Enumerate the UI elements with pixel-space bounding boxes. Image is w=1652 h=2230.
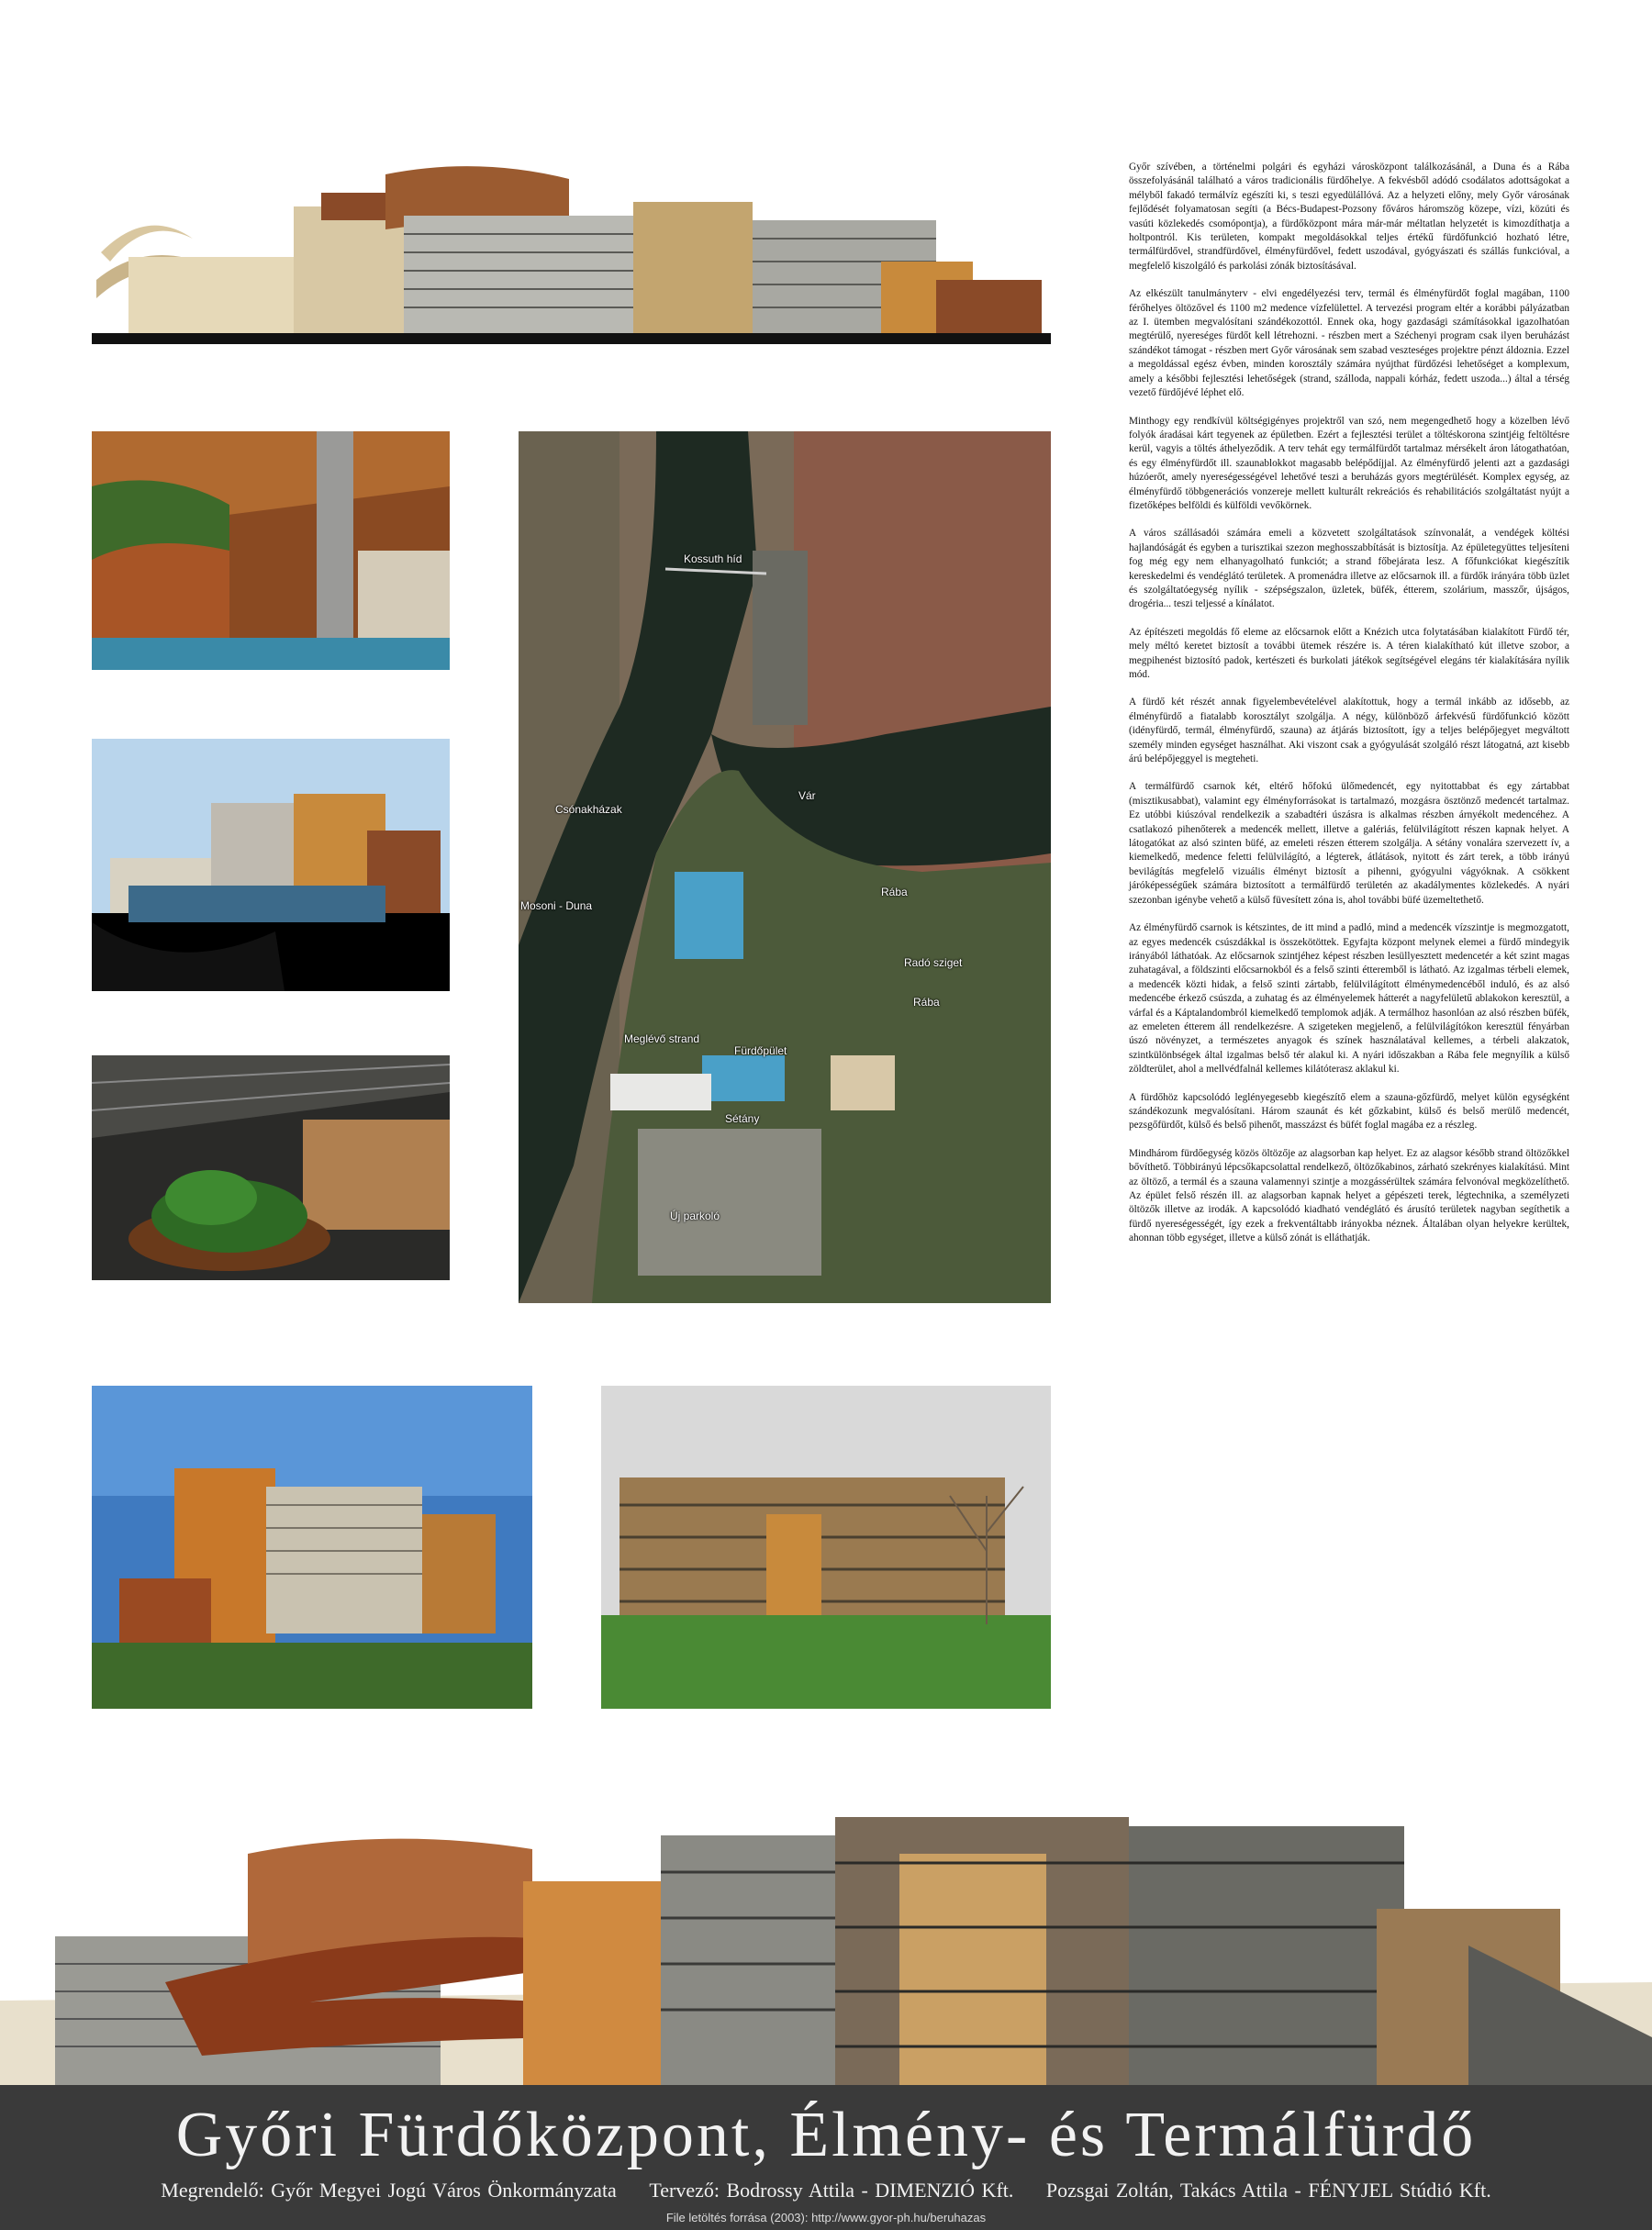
description-paragraph: A város szállásadói számára emeli a közvetett szolgáltatások színvonalát, a vendégek költési hajlandóságát és egyben a turisztikai szezon meghosszabbítását is biztosítja. Az épületegyüttes teljesíteni fog még egy nem elhanyagolható funkciót; a strand főbejárata lesz. A főfunkciókat kiegészítik kereskedelmi és vendéglátó területek. A promenádra illetve az előcsarnok ill. a fürdők irányára több üzlet és szolgáltatóegység nyílik - szépségszalon, üzletek, büfék, étterem, szolárium, masszőr, újságos, drogéria... teszi teljessé a kínálatot.: [1129, 528, 1569, 610]
description-paragraph: A fürdő két részét annak figyelembevételével alakítottuk, hogy a termál inkább az idősebb, az élményfürdő a fiatalabb korosztályt szolgálja. A négy, különböző árfekvésű fürdőfunkció között (idényfürdő, termál, élményfürdő, szauna) az átjárás biztosított, így a teljes belépőjegyet megváltott személy minden egységet használhat. Aki viszont csak a gyógyulását szolgáló részt látogatná, azt kisebb árú belépőjeggyel is megteheti.: [1129, 697, 1569, 765]
exterior-render-street: [92, 1386, 532, 1709]
map-label-setany: Sétány: [725, 1112, 760, 1125]
map-label-rado-sziget: Radó sziget: [904, 956, 963, 969]
map-label-mosoni-duna: Mosoni - Duna: [520, 899, 593, 912]
map-label-csonakhazak: Csónakházak: [555, 803, 622, 816]
project-description: [1129, 161, 1569, 1260]
interior-render-garden: [92, 1055, 450, 1280]
exterior-render-park: [601, 1386, 1051, 1709]
map-label-meglevo-strand: Meglévő strand: [624, 1032, 700, 1045]
studio-credit: Pozsgai Zoltán, Takács Attila - FÉNYJEL Stúdió Kft.: [1045, 2179, 1491, 2202]
description-paragraph: A fürdőhöz kapcsolódó leglényegesebb kiegészítő elem a szauna-gőzfürdő, melyet külön egységként szándékozunk megvalósítani. Három szaunát és két gőzkabint, külső és belső merülő medencét, pezsgőfürdőt, külső és belső pihenőt, masszázst és büfét foglal magába ez a részleg.: [1129, 1091, 1569, 1132]
description-paragraph: A termálfürdő csarnok két, eltérő hőfokú ülőmedencét, egy nyitottabbat és egy zártabbat (misztikusabbat), valamint egy élményforrásokat is tartalmazó, mozgásra ösztönző medencét tartalmaz. Ez utóbbi kiúszóval rendelkezik a szabadtéri úszásra is alkalmas részben árnyékolt medencéhez. A csatlakozó pihenőterek a medencék mellett, illetve a galériás, felülvilágított részen kapnak helyet. A látogatókat az alsó szinten büfé, az emeleti részen étterem szolgálja. A sétány vonalára szervezett ív, a kiemelkedő, medence feletti felülvilágító, a légterek, átlátások, nyitott és zárt terek, a több irányú bevilágítás megfelelő vizuális élményt biztosít a pihenni, gyógyulni vágyóknak. A csökkent járóképességűek számára biztosított a termálfürdő területén az akadálymentes közlekedés. A nyári szezonban igénybe vehető a külső füvesített zóna is, ahol további büfé üzemeltethető.: [1129, 781, 1569, 906]
description-paragraph: Az elkészült tanulmányterv - elvi engedélyezési terv, termál és élményfürdőt foglal magában, 1100 férőhelyes öltözővel és 1100 m2 medence vízfelülettel. A tervezési program eltér a korábbi pályázatban az I. ütemben megvalósítani szándékozottól. Ennek oka, hogy gazdasági számításokkal igazolhatóan megtérülő, nyereséges fürdőt kell létrehozni. - részben mert a Széchenyi program csak ilyen beruházást szándékot támogat - részben mert Győr városának sem szabad veszteséges projektre pénzt áldoznia. Ezzel a megoldással egész évben, minden korosztály számára nyújthat fürdőzési lehetőséget a komplexum, amely a későbbi fejlesztési lehetőségek (strand, szálloda, nappali kórház, fedett uszoda...) által a térség vezető fürdőjévé léphet elő.: [1129, 288, 1569, 399]
map-label-uj-parkolo: Új parkoló: [670, 1210, 720, 1222]
map-label-furdopulet: Fürdőpület: [734, 1044, 787, 1057]
description-paragraph: Az építészeti megoldás fő eleme az előcsarnok előtt a Knézich utca folytatásában kialakított Fürdő tér, mely méltó keretet biztosít a további ütemek részére is. A téren kialakítható kút illetve szobor, a megpihenést biztosító padok, kertészeti és burkolati játékok segítségével elegáns tér kialakítására nyílik mód.: [1129, 626, 1569, 680]
interior-render-atrium: [92, 431, 450, 670]
description-paragraph: Minthogy egy rendkívül költségigényes projektről van szó, nem megengedhető hogy a közelben lévő folyók áradásai kárt tegyenek az épületben. Ezért a fejlesztési terület a töltéskorona szintjéig feltöltésre kerül, vagyis a töltés áthelyeződik. A terv tehát egy termálfürdőt tartalmaz mérsékelt áron látogathatóan, és egy élményfürdőt ill. szaunablokkot magasabb belépődíjjal. Az élményfürdő jelenti azt a gazdasági húzóerőt, amely nyereségességével lehetővé teszi a beruházás gyors megtérülését. Komplex egység, az élményfürdő többgenerációs vonzereje mellett kulturált rekreációs és rehabilitációs szolgáltatást nyújt a fizetőképes belföldi és külföldi vevőkörnek.: [1129, 415, 1569, 511]
map-label-kossuth-hid: Kossuth híd: [684, 552, 742, 565]
bottom-elevation-render: [0, 1799, 1652, 2085]
description-paragraph: Mindhárom fürdőegység közös öltözője az alagsorban kap helyet. Ez az alagsor később strand öltözőkkel bővíthető. Többirányú lépcsőkapcsolattal rendelkező, öltözőkabinos, zárható szekrényes kialakítású. Mint az öltöző, a termál és a szauna valamennyi szintje a mozgássérültek számára felvonóval megközelíthető. Az épület felső részén ill. az alagsorban kapnak helyet a gépészeti terek, légtechnika, a személyzeti öltözők illetve az irodák. A kapcsolódó kiadható vendéglátó és árusító területek nagyban segíthetik a fürdő nyereségességét, így ezek a frekventáltabb irányokba néznek. Általában olyan helyekre kerültek, ahonnan több egységet, illetve a külső zónát is elláthatják.: [1129, 1147, 1569, 1244]
client-credit: Megrendelő: Győr Megyei Jogú Város Önkormányzata: [161, 2179, 617, 2202]
map-label-raba-2: Rába: [913, 996, 940, 1009]
aerial-site-map: [519, 431, 1051, 1303]
top-elevation-render: [92, 151, 1051, 344]
source-note: File letöltés forrása (2003): http://www.gyor-ph.hu/beruhazas: [665, 2211, 987, 2224]
credits-line: [0, 2179, 1652, 2202]
description-paragraph: Győr szívében, a történelmi polgári és egyházi városközpont találkozásánál, a Duna és a Rába összefolyásánál található a város tradicionális fürdőhelye. A fekvésből adódó csodálatos adottságokat a mélyből fakadó termálvíz egészíti ki, s teszi egyedülállóvá. Az a helyzeti előny, mely Győr városának fejlődését folyamatosan segíti (a Bécs-Budapest-Pozsony főváros háromszög közepe, vízi, közúti és vasúti közlekedés csomópontja), a fürdőközpont mára már-már méltatlan helyzetét is kimozdíthatja a holtpontról. Kis területen, kompakt megoldásokkal teljes értékű fürdőfunkció hozható létre, termálfürdővel, strandfürdővel, élményfürdővel, fedett uszodával, gyógyászati és szállás funkcióval, a megfelelő kiszolgáló és parkolási zónák biztosításával.: [1129, 162, 1569, 272]
map-label-raba: Rába: [881, 886, 908, 898]
description-paragraph: Az élményfürdő csarnok is kétszintes, de itt mind a padló, mind a medencék vízszintje is megmozgatott, az egyes medencék csúszdákkal is összekötöttek. Egyfajta központ melynek elemei a fürdő mindegyik irányából láthatóak. Az előcsarnok szintjéhez képest részben lesüllyesztett medencetér a két szint magas zuhatagával, a földszinti előcsarnokból és a felső szinti étteremből is látható. Az izgalmas térbeli elemek, a medencék közti hidak, a felső szinti zártabb, felülvilágított élménymedencéből induló, és az alsó medencébe érkező csúszda, a zuhatag és az élményelemek hátterét a nagyfelületű ablakokon keresztül, a várfal és a Káptalandombról kiemelkedő templomok adják. A termálhoz hasonlóan az alsó részben büfék, az emeleten étterem áll rendelkezésre. A szigeteken megjelenő, a felülvilágítókon keresztül fényárban úszó növényzet, a természetes anyagok és színek használatával kellemes, a térbeli alakzatok, szintkülönbségek által izgalmas belső tér alakul ki. A nyári időszakban a Rába fele megnyílik a külső zöldterület, ahol a mellvédfalnál kellemes kilátóterasz aklakul ki.: [1129, 922, 1569, 1076]
poster-title: Győri Fürdőközpont, Élmény- és Termálfürdő: [175, 2100, 1477, 2170]
section-render: [92, 739, 450, 991]
map-label-var: Vár: [798, 789, 816, 802]
designer-credit: Tervező: Bodrossy Attila - DIMENZIÓ Kft.: [649, 2179, 1014, 2202]
